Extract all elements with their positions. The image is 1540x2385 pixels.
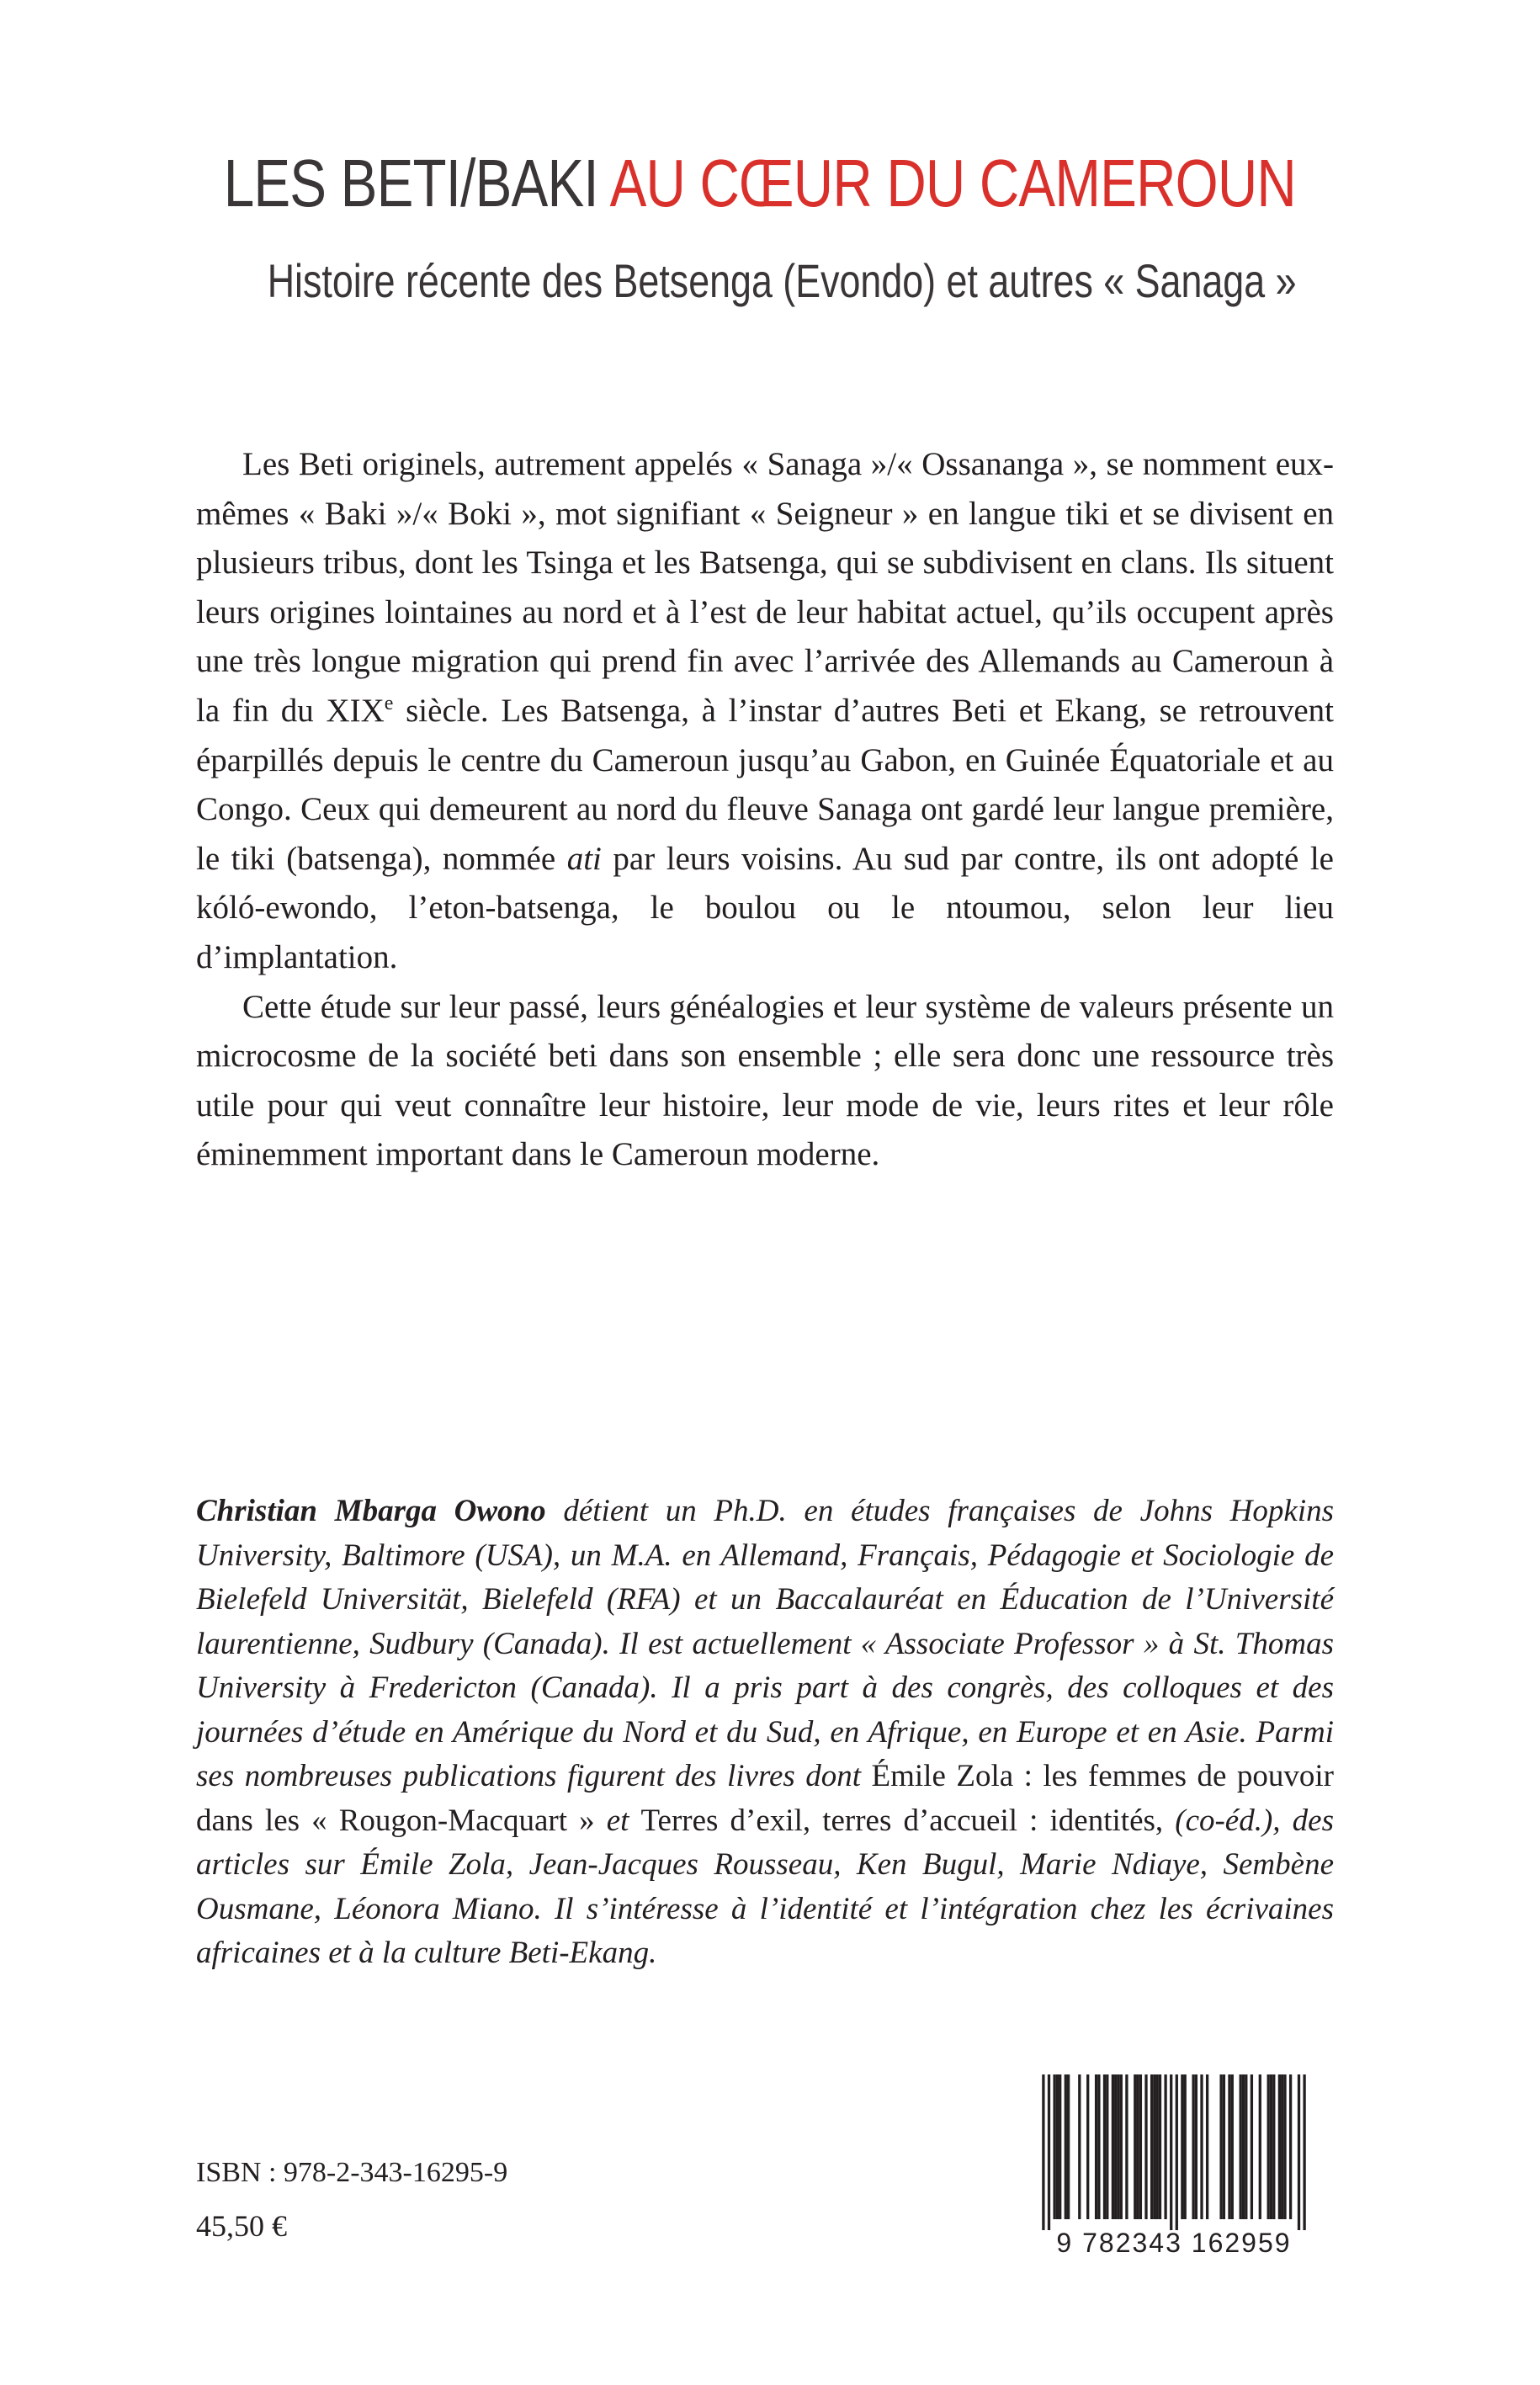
barcode-bar xyxy=(1144,2074,1147,2219)
barcode-bar xyxy=(1192,2074,1194,2219)
author-name: Christian Mbarga Owono xyxy=(196,1494,546,1528)
summary-paragraph-1 xyxy=(196,440,1334,983)
barcode-bar xyxy=(1164,2074,1166,2219)
title-accent: AU CŒUR DU CAMEROUN xyxy=(609,146,1296,220)
barcode-bar xyxy=(1112,2074,1114,2219)
barcode-bar xyxy=(1048,2074,1050,2230)
barcode-bars xyxy=(1018,2074,1330,2230)
book-title xyxy=(223,146,1296,220)
barcode-bar xyxy=(1153,2074,1155,2219)
barcode-bar xyxy=(1125,2074,1128,2219)
barcode-bar xyxy=(1259,2074,1261,2219)
barcode-bar xyxy=(1242,2074,1245,2219)
barcode-bar xyxy=(1267,2074,1270,2219)
author-bio xyxy=(196,1490,1334,1976)
barcode-bar xyxy=(1097,2074,1100,2219)
summary-text-b: siècle. Les Batsenga, à l’instar d’autres Beti et Ekang, se retrouvent éparpillés depuis le centre du Cameroun jusqu’au Gabon, en Guinée Équatoriale et au Congo. Ceux qui demeurent au nord du fleuve Sanaga ont gardé leur langue première, le tiki (batsenga), nommée xyxy=(196,692,1334,877)
book-title-2: Terres d’exil, terres d’accueil : identités, xyxy=(640,1803,1164,1838)
barcode-bar xyxy=(1200,2074,1203,2219)
barcode-bar xyxy=(1059,2074,1061,2219)
barcode-bar xyxy=(1283,2074,1286,2219)
barcode xyxy=(1018,2074,1330,2260)
barcode-bar xyxy=(1114,2074,1117,2219)
barcode-bar xyxy=(1298,2074,1300,2230)
isbn: ISBN : 978-2-343-16295-9 xyxy=(196,2157,508,2188)
barcode-bar xyxy=(1067,2074,1070,2219)
barcode-bar xyxy=(1078,2074,1081,2219)
barcode-bar xyxy=(1156,2074,1159,2219)
barcode-bar xyxy=(1170,2074,1172,2230)
barcode-bar xyxy=(1281,2074,1283,2219)
barcode-bar xyxy=(1120,2074,1123,2219)
summary-text-c: par leurs voisins. Au sud par contre, ils ont adopté le kóló-ewondo, l’eton-batsenga, le boulou ou le ntoumou, selon leur lieu d’implantation. xyxy=(196,840,1334,975)
barcode-bar xyxy=(1159,2074,1161,2219)
bio-text-a: détient un Ph.D. en études françaises de Johns Hopkins University, Baltimore (USA), un M.A. en Allemand, Français, Pédagogie et Sociologie de Bielefeld Universität, Bielefeld (RFA) et un Baccalauréat en Éducation de l’Université laurentienne, Sudbury (Canada). Il est actuellement « Associate Professor » à St. Thomas University à Fredericton (Canada). Il a pris part à des congrès, des colloques et des journées d’étude en Amérique du Nord et du Sud, en Afrique, en Europe et en Asie. Parmi ses nombreuses publications figurent des livres dont xyxy=(196,1494,1334,1793)
barcode-bar xyxy=(1228,2074,1230,2219)
book-subtitle: Histoire récente des Betsenga (Evondo) et autres « Sanaga » xyxy=(267,254,1296,307)
century-superscript: e xyxy=(384,692,394,714)
barcode-bar xyxy=(1103,2074,1106,2219)
summary-paragraph-2: Cette étude sur leur passé, leurs généalogies et leur système de valeurs présente un microcosme de la société beti dans son ensemble ; elle sera donc une ressource très utile pour qui veut connaître leur histoire, leur mode de vie, leurs rites et leur rôle éminemment important dans le Cameroun moderne. xyxy=(196,988,1334,1173)
bio-text-c: (co-éd.), des articles sur Émile Zola, Jean-Jacques Rousseau, Ken Bugul, Marie Ndiaye, Sembène Ousmane, Léonora Miano. Il s’intéresse à l’identité et l’intégration chez les écrivaines africaines et à la culture Beti-Ekang. xyxy=(196,1803,1334,1970)
bio-text-b: et xyxy=(594,1803,641,1838)
barcode-bar xyxy=(1095,2074,1097,2219)
barcode-bar xyxy=(1134,2074,1136,2219)
barcode-bar xyxy=(1223,2074,1225,2219)
barcode-bar xyxy=(1278,2074,1281,2219)
barcode-bar xyxy=(1219,2074,1222,2219)
title-main: LES BETI/BAKI xyxy=(223,146,598,220)
barcode-bar xyxy=(1206,2074,1208,2219)
price: 45,50 € xyxy=(196,2209,287,2243)
barcode-bar xyxy=(1272,2074,1275,2219)
barcode-bar xyxy=(1086,2074,1089,2219)
barcode-bar xyxy=(1289,2074,1292,2219)
barcode-bar xyxy=(1139,2074,1142,2219)
summary-text-a: Les Beti originels, autrement appelés « Sanaga »/« Ossananga », se nomment eux-mêmes « Baki »/« Boki », mot signifiant « Seigneur » en langue tiki et se divisent en plusieurs tribus, dont les Tsinga et les Batsenga, qui se subdivisent en clans. Ils situent leurs origines lointaines au nord et à l’est de leur habitat actuel, qu’ils occupent après une très longue migration qui prend fin avec l’arrivée des Allemands au Cameroun à la fin du XIX xyxy=(196,446,1334,729)
barcode-bar xyxy=(1181,2074,1183,2219)
barcode-bar xyxy=(1150,2074,1153,2219)
barcode-bar xyxy=(1251,2074,1253,2219)
barcode-digits: 9 782343 162959 xyxy=(1056,2228,1292,2258)
barcode-bar xyxy=(1056,2074,1059,2219)
barcode-bar xyxy=(1240,2074,1242,2219)
barcode-bar xyxy=(1053,2074,1055,2219)
barcode-bar xyxy=(1184,2074,1187,2219)
barcode-bar xyxy=(1231,2074,1234,2219)
barcode-bar xyxy=(1042,2074,1044,2230)
barcode-bar xyxy=(1195,2074,1197,2219)
barcode-bar xyxy=(1106,2074,1108,2219)
barcode-bar xyxy=(1117,2074,1119,2219)
barcode-bar xyxy=(1270,2074,1272,2219)
barcode-bar xyxy=(1303,2074,1305,2230)
barcode-bar xyxy=(1136,2074,1139,2219)
summary xyxy=(196,440,1334,1180)
barcode-bar xyxy=(1065,2074,1067,2219)
barcode-bar xyxy=(1176,2074,1178,2230)
book-title-1: Émile Zola : les femmes de pouvoir dans les « Rougon-Macquart » xyxy=(196,1759,1334,1838)
ati-term: ati xyxy=(566,840,602,877)
barcode-bar xyxy=(1245,2074,1247,2219)
